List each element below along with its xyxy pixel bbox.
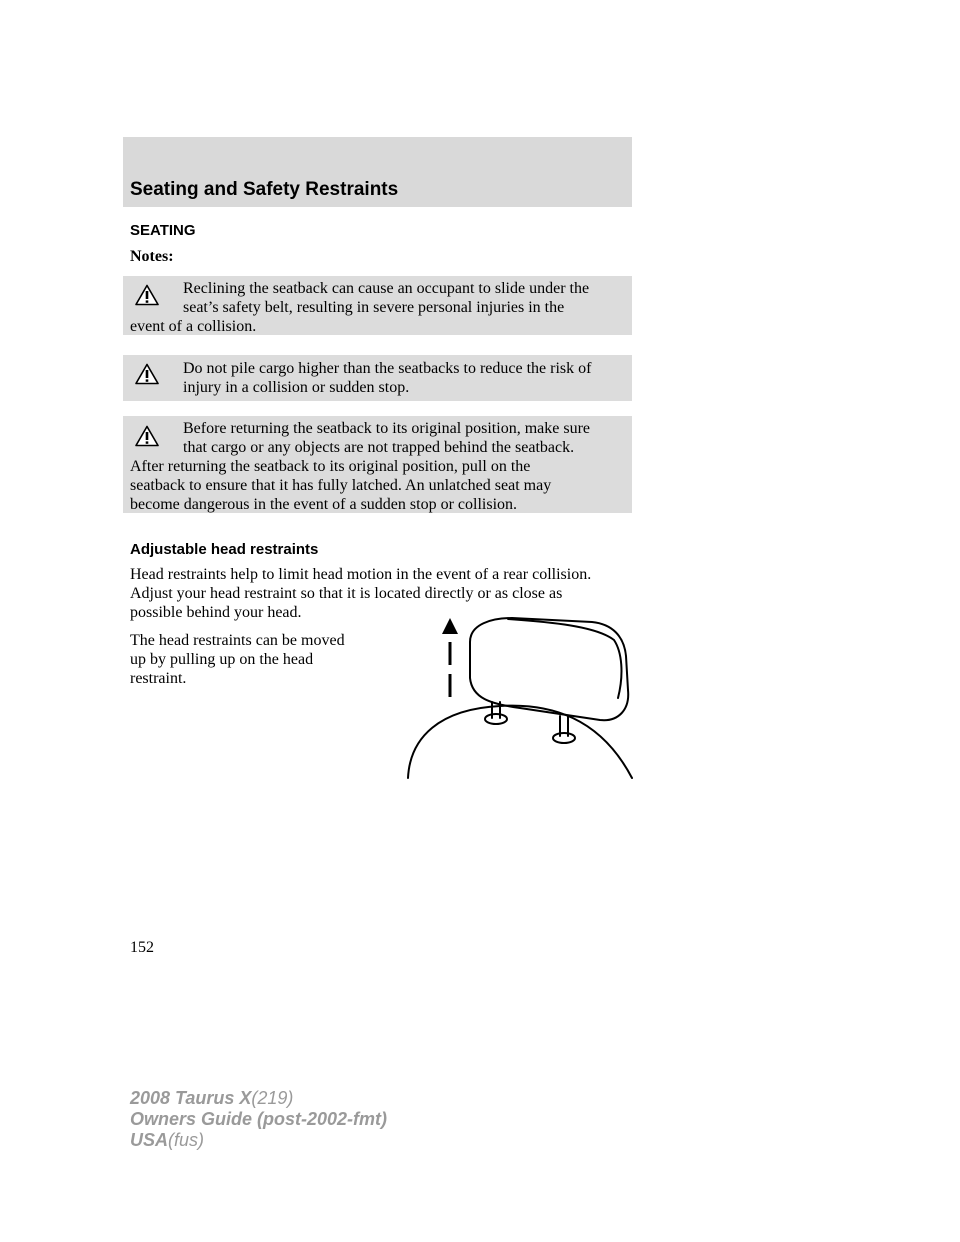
page-number: 152: [130, 939, 154, 956]
footer-info: [130, 1088, 387, 1151]
move-line-3: restraint.: [130, 670, 187, 687]
move-line-2: up by pulling up on the head: [130, 651, 314, 668]
warning-1-line-3: event of a collision.: [130, 318, 257, 335]
footer-line-2: [130, 1109, 387, 1130]
warning-2-line-2: injury in a collision or sudden stop.: [183, 379, 410, 396]
section-heading: SEATING: [130, 222, 196, 239]
footer-line-3: [130, 1130, 387, 1151]
footer-market: USA: [130, 1130, 169, 1150]
intro-line-2: Adjust your head restraint so that it is located directly or as close as: [130, 585, 563, 602]
warning-1-line-2: seat’s safety belt, resulting in severe personal injuries in the: [183, 299, 565, 316]
warning-3-line-3: After returning the seatback to its original position, pull on the: [130, 458, 531, 475]
warning-triangle-icon: [135, 284, 159, 306]
warning-3-line-1: Before returning the seatback to its original position, make sure: [183, 420, 590, 437]
warning-triangle-icon: [135, 363, 159, 385]
warning-triangle-icon: [135, 425, 159, 447]
move-line-1: The head restraints can be moved: [130, 632, 345, 649]
footer-model-code: (219): [251, 1088, 294, 1108]
warning-box-2: [123, 355, 632, 401]
footer-guide: Owners Guide (post-2002-fmt): [130, 1109, 388, 1129]
page-header-title: Seating and Safety Restraints: [130, 179, 399, 200]
warning-box-3: [123, 416, 632, 513]
intro-line-1: Head restraints help to limit head motion in the event of a rear collision.: [130, 566, 592, 583]
header-band: [123, 137, 632, 207]
notes-label: Notes:: [130, 248, 174, 265]
warning-1-line-1: Reclining the seatback can cause an occupant to slide under the: [183, 280, 590, 297]
warning-3-line-2: that cargo or any objects are not trapped behind the seatback.: [183, 439, 575, 456]
footer-model: 2008 Taurus X: [130, 1088, 252, 1108]
head-restraint-illustration: [400, 612, 640, 787]
warning-box-1: [123, 276, 632, 335]
footer-line-1: [130, 1088, 387, 1109]
subsection-heading: Adjustable head restraints: [130, 541, 319, 558]
intro-line-3: possible behind your head.: [130, 604, 302, 621]
footer-market-code: (fus): [168, 1130, 205, 1150]
warning-3-line-4: seatback to ensure that it has fully latched. An unlatched seat may: [130, 477, 552, 494]
warning-3-line-5: become dangerous in the event of a sudden stop or collision.: [130, 496, 518, 513]
warning-2-line-1: Do not pile cargo higher than the seatbacks to reduce the risk of: [183, 360, 592, 377]
